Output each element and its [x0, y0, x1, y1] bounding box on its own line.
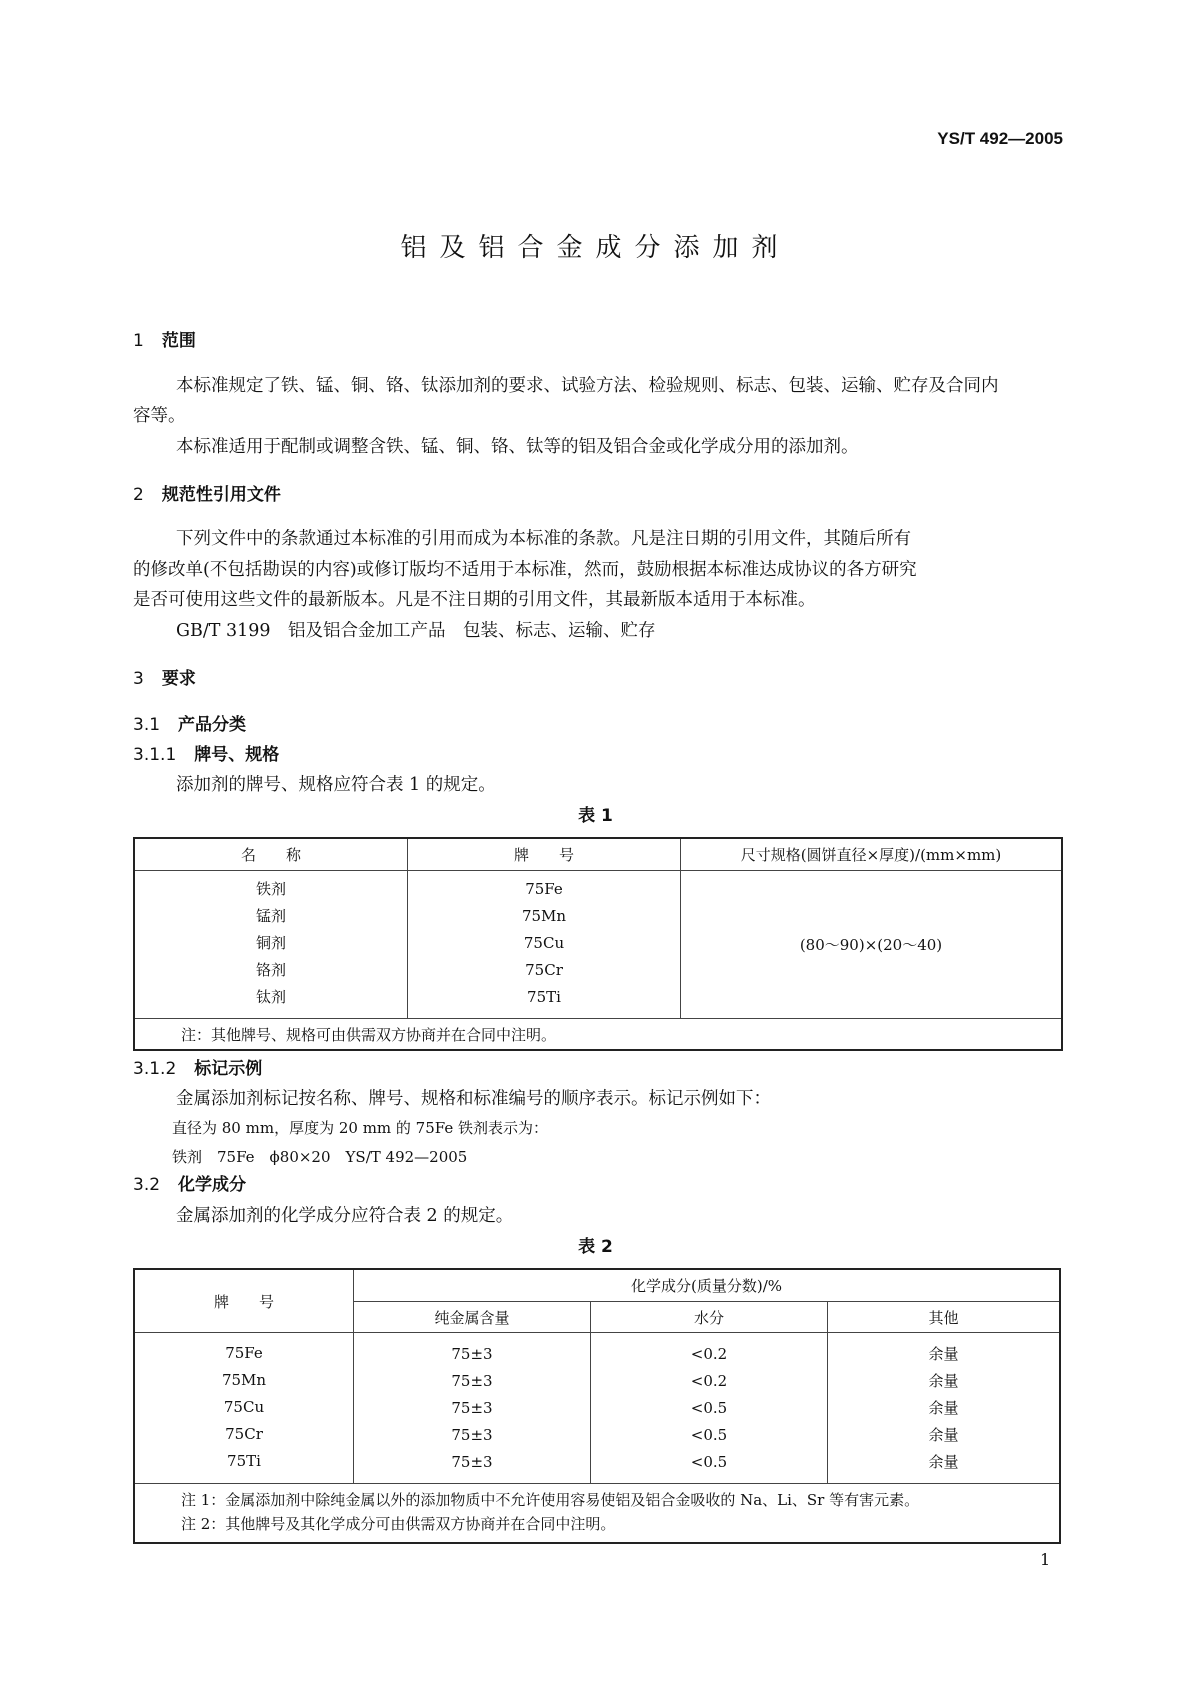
table-2-caption: 表 2: [578, 1237, 613, 1257]
size-cell: (80～90)×(20～40): [681, 871, 1063, 1019]
pure-metal-cell: 75±3 75±3 75±3 75±3 75±3: [354, 1333, 591, 1484]
paragraph: 是否可使用这些文件的最新版本。凡是不注日期的引用文件，其最新版本适用于本标准。: [133, 590, 816, 610]
table-note-2: 注 2：其他牌号及其化学成分可由供需双方协商并在合同中注明。: [181, 1515, 616, 1533]
reference: GB/T 3199 铝及铝合金加工产品 包装、标志、运输、贮存: [176, 621, 656, 641]
column-header: 牌 号: [134, 1269, 354, 1333]
names-cell: 铁剂 锰剂 铜剂 铬剂 钛剂: [255, 880, 286, 1006]
column-header: 其他: [828, 1302, 1061, 1333]
group-header: 化学成分(质量分数)/%: [354, 1269, 1061, 1302]
paragraph: 本标准规定了铁、锰、铜、铬、钛添加剂的要求、试验方法、检验规则、标志、包装、运输、贮存及合同内: [176, 376, 999, 396]
section-3-1-heading: 3.1 产品分类: [133, 715, 247, 735]
paragraph: 本标准适用于配制或调整含铁、锰、铜、铬、钛等的铝及铝合金或化学成分用的添加剂。: [176, 437, 859, 457]
table-1-caption: 表 1: [578, 806, 613, 826]
table-note-1: 注 1：金属添加剂中除纯金属以外的添加物质中不允许使用容易使铝及铝合金吸收的 Na、Li、Sr 等有害元素。: [181, 1491, 920, 1509]
paragraph: 容等。: [133, 406, 186, 426]
section-3-heading: 3 要求: [133, 669, 196, 689]
grades-cell: 75Fe 75Mn 75Cu 75Cr 75Ti: [221, 1344, 267, 1470]
standard-number: YS/T 492—2005: [937, 129, 1063, 148]
paragraph: 下列文件中的条款通过本标准的引用而成为本标准的条款。凡是注日期的引用文件，其随后所有: [176, 529, 911, 549]
column-header: 牌 号: [408, 838, 681, 871]
other-cell: 余量 余量 余量 余量 余量: [828, 1333, 1061, 1484]
table-notes: [134, 1484, 1060, 1544]
column-header: 纯金属含量: [354, 1302, 591, 1333]
column-header: 尺寸规格(圆饼直径×厚度)/(mm×mm): [681, 838, 1063, 871]
section-3-1-1-heading: 3.1.1 牌号、规格: [133, 745, 280, 765]
example-text: 直径为 80 mm，厚度为 20 mm 的 75Fe 铁剂表示为：: [172, 1119, 548, 1137]
document-title: 铝及铝合金成分添加剂: [400, 233, 791, 263]
table-note: 注：其他牌号、规格可由供需双方协商并在合同中注明。: [134, 1019, 1062, 1051]
section-3-2-heading: 3.2 化学成分: [133, 1175, 247, 1195]
moisture-cell: <0.2 <0.2 <0.5 <0.5 <0.5: [591, 1333, 828, 1484]
paragraph: 金属添加剂标记按名称、牌号、规格和标准编号的顺序表示。标记示例如下：: [176, 1089, 771, 1109]
section-1-heading: 1 范围: [133, 331, 196, 351]
example-marking: 铁剂 75Fe ϕ80×20 YS/T 492—2005: [172, 1148, 468, 1166]
section-2-heading: 2 规范性引用文件: [133, 485, 281, 505]
page-number: 1: [1040, 1550, 1051, 1569]
paragraph: 的修改单(不包括勘误的内容)或修订版均不适用于本标准，然而，鼓励根据本标准达成协议的各方研究: [133, 560, 917, 580]
paragraph: 金属添加剂的化学成分应符合表 2 的规定。: [176, 1206, 514, 1226]
grades-cell: 75Fe 75Mn 75Cu 75Cr 75Ti: [408, 871, 681, 1019]
column-header: 名 称: [134, 838, 408, 871]
column-header: 水分: [591, 1302, 828, 1333]
table-2: [133, 1268, 1061, 1544]
section-3-1-2-heading: 3.1.2 标记示例: [133, 1059, 263, 1079]
paragraph: 添加剂的牌号、规格应符合表 1 的规定。: [176, 775, 496, 795]
table-1: [133, 837, 1063, 1051]
